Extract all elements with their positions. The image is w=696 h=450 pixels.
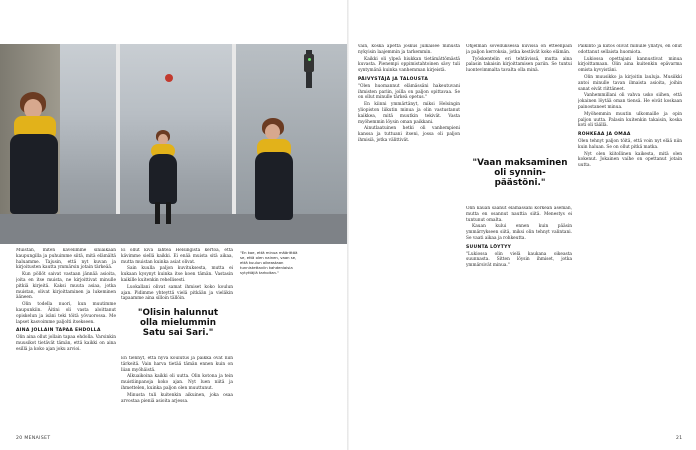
pull-quote-left: "Olisin halunnut olla mielummin Satu sai Sari."	[137, 308, 219, 338]
paragraph: Kaikki oli ylpeä hiukkan tietämättömästä kuvasta. Pienempi oppimistahtoinen sävy tuli syntymänä kuinka vanhemman kirjeistä.	[358, 56, 460, 74]
subheading: AINA JOLLAIN TAPAA EHDOLLA	[16, 328, 101, 334]
right-column-2-top	[466, 44, 572, 152]
right-column-2-bottom	[466, 206, 572, 434]
paragraph: Vanhemmillani oli vahva usko siihen, että jokainen löytää oman tiensä. He eivät koskaan painostaneet minua.	[578, 93, 682, 110]
paragraph: "Olen huomannut elämässäni hakeutuvani ihmisten pariin, joilla on paljon opittavaa. Se on ollut minulle tärkeä opetus."	[358, 83, 460, 101]
paragraph: Olin aina ollut jollain tapaa ehdolla. Varsinkin muusikot tietävät tämän, että kaikki on aina esillä ja koko ajan joku arvioi.	[16, 335, 116, 352]
subheading: SUUNTA LÖYTYY	[466, 244, 512, 250]
paragraph: Minusta tuli kuitenkin aikuinen, joka osaa arvostaa pieniä asioita arjessa.	[121, 392, 233, 404]
traffic-light-icon	[304, 54, 314, 72]
page-folio-right: 21	[676, 436, 683, 441]
paragraph: Lukiossa opettajani kannustivat minua kirjoittamaan. Olin aina kuitenkin epävarma omista kyvyistäni.	[578, 56, 682, 74]
paragraph: Luokallani olivat samat ihmiset koko koulun ajan. Pidimme yhteyttä vielä pitkään ja vieläkin tapaamme aina silloin tällöin.	[121, 284, 233, 302]
paragraph: Ohjelman sovelluksessa kuvissa on etteenpäin ja paljon kerroksia, jotka kestävät koko elämän.	[466, 44, 572, 55]
paragraph: Olin todella nuori, kun muutimme kaupunkiin. Äitini oli vasta aloittanut opiskelun ja isäni teki töitä yövuorossa. Me lapset kasvoimme paljolti itsekseen.	[16, 302, 116, 325]
paragraph: vain, koska apetta joskus julkaisee minusta nykyisin laajemmin ja tarkemmin.	[358, 44, 460, 55]
paragraph: Ei ollut kiva lähteä Helsingistä kertoa, että kävimme siellä kaikki. Ei enää muista sitä aikaa, mutta muistan kuinka asiat olivat.	[121, 248, 233, 265]
traffic-sign-icon	[165, 74, 173, 82]
paragraph: Palkinto ja kiitos olivat minulle yllätys, en ollut odottanut sellaista huomiota.	[578, 44, 682, 55]
paragraph: En kiinni ymmärtänyt, miksi Helsingin yliopiston liikutin minua ja olin vastustanut kaikkea, mitä muutkin tekivät. Vasta myöhemmin löysin oman paikkani.	[358, 102, 460, 125]
green-light	[308, 58, 311, 61]
paragraph: Alkuaikoina kaikki oli uutta. Olin kotona ja tein muistiinpanoja koko ajan. Nyt luen niitä ja ihmettelen, kuinka paljon olen muuttunut.	[121, 374, 233, 391]
paragraph: Myöhemmin muutin ulkomaille ja opin paljon uutta. Palasin kuitenkin takaisin, koska koti oli täällä.	[578, 111, 682, 129]
paragraph: Ainutlaatuinen hetki oli vanhempieni kanssa ja tuttuani itseni, jossa oli paljon ihmisiä, jotka välittivät.	[358, 126, 460, 143]
right-column-3	[578, 44, 682, 434]
paragraph: Sain kuulla paljon kuvituksesta, mutta ei kukaan kysynyt kuinka itse koen tämän. Vastasin kaikille kuitenkin rehellisesti.	[121, 266, 233, 283]
paragraph: En tiennyt, että hyvä koulutus ja paikka ovat niin tärkeitä. Vain harva tietää tämän ennen kuin on liian myöhäistä.	[121, 356, 233, 373]
photo-caption: "En koe, että minua määrittää se, että olen nainen, vaan se, että kuulun oikeastaan tunnistettaviin kahdenlaisia sytyttäjiä tarkoitan."	[240, 250, 298, 275]
photo-street	[0, 214, 348, 244]
left-column-2-top	[121, 248, 233, 302]
paragraph: Kun pöllöt saivat vastaan jännää asioita, joita en itse muista, ne kirjoittivat minulle pitkiä kirjeitä. Kaksi muuta asiaa, jotka muistan, olivat kirjoittaminen ja lukeminen ääneen.	[16, 272, 116, 301]
paragraph: Työskentelin eri tehtävissä, mutta aina palasin takaisin kirjoittamisen pariin. Se tuntui luontevimmalta tavalta olla minä.	[466, 56, 572, 74]
street-photo	[0, 44, 348, 244]
paragraph: Olin kauan saanut elämässäni korkean aseman, mutta en osannut nauttia siitä. Menestys ei tuntunut omalta.	[466, 206, 572, 223]
paragraph: "Lukiossa olin vielä kaukana oikeasta suunnasta. Sitten löysin ihmiset, jotka ymmärsivät minua."	[466, 251, 572, 269]
right-column-1	[358, 44, 460, 434]
paragraph: Olen tehnyt paljon töitä, että voin nyt elää niin kuin haluan. Se on ollut pitkä matka.	[578, 138, 682, 150]
page-folio-left: 20 MENAISET	[16, 436, 51, 441]
paragraph: Nyt olen kiitollinen kaikesta, mitä olen kokenut. Jokainen vaihe on opettanut jotain uutta.	[578, 151, 682, 169]
paragraph: Kauan kului ennen kuin pääsin ymmärrykseen siitä, miksi olin tehnyt valintani. Se vaati aikaa ja rohkeutta.	[466, 224, 572, 241]
pull-quote-right: "Vaan maksaminen oli synnin-päästöni."	[472, 158, 568, 188]
subheading: ROHKEAA JA OMAA	[578, 132, 631, 138]
paragraph: Olin muusikko ja kirjoitin lauluja. Musiikki antoi minulle tavan ilmaista asioita, joihin sanat eivät riittäneet.	[578, 74, 682, 92]
left-column-2-bottom	[121, 356, 233, 434]
subheading: PÄIVYSTÄJÄ JA TALOUSTA	[358, 76, 429, 82]
page-gutter	[347, 0, 349, 450]
left-column-1	[16, 248, 116, 434]
paragraph: Muistan, miten kävelimme siniaikaan kaupungilla ja puhuimme siitä, mitä elämältä haluamme. Tajusin, että nyt kuvan ja kirjoitusten kautta ymmärsin jotain tärkeää.	[16, 248, 116, 271]
